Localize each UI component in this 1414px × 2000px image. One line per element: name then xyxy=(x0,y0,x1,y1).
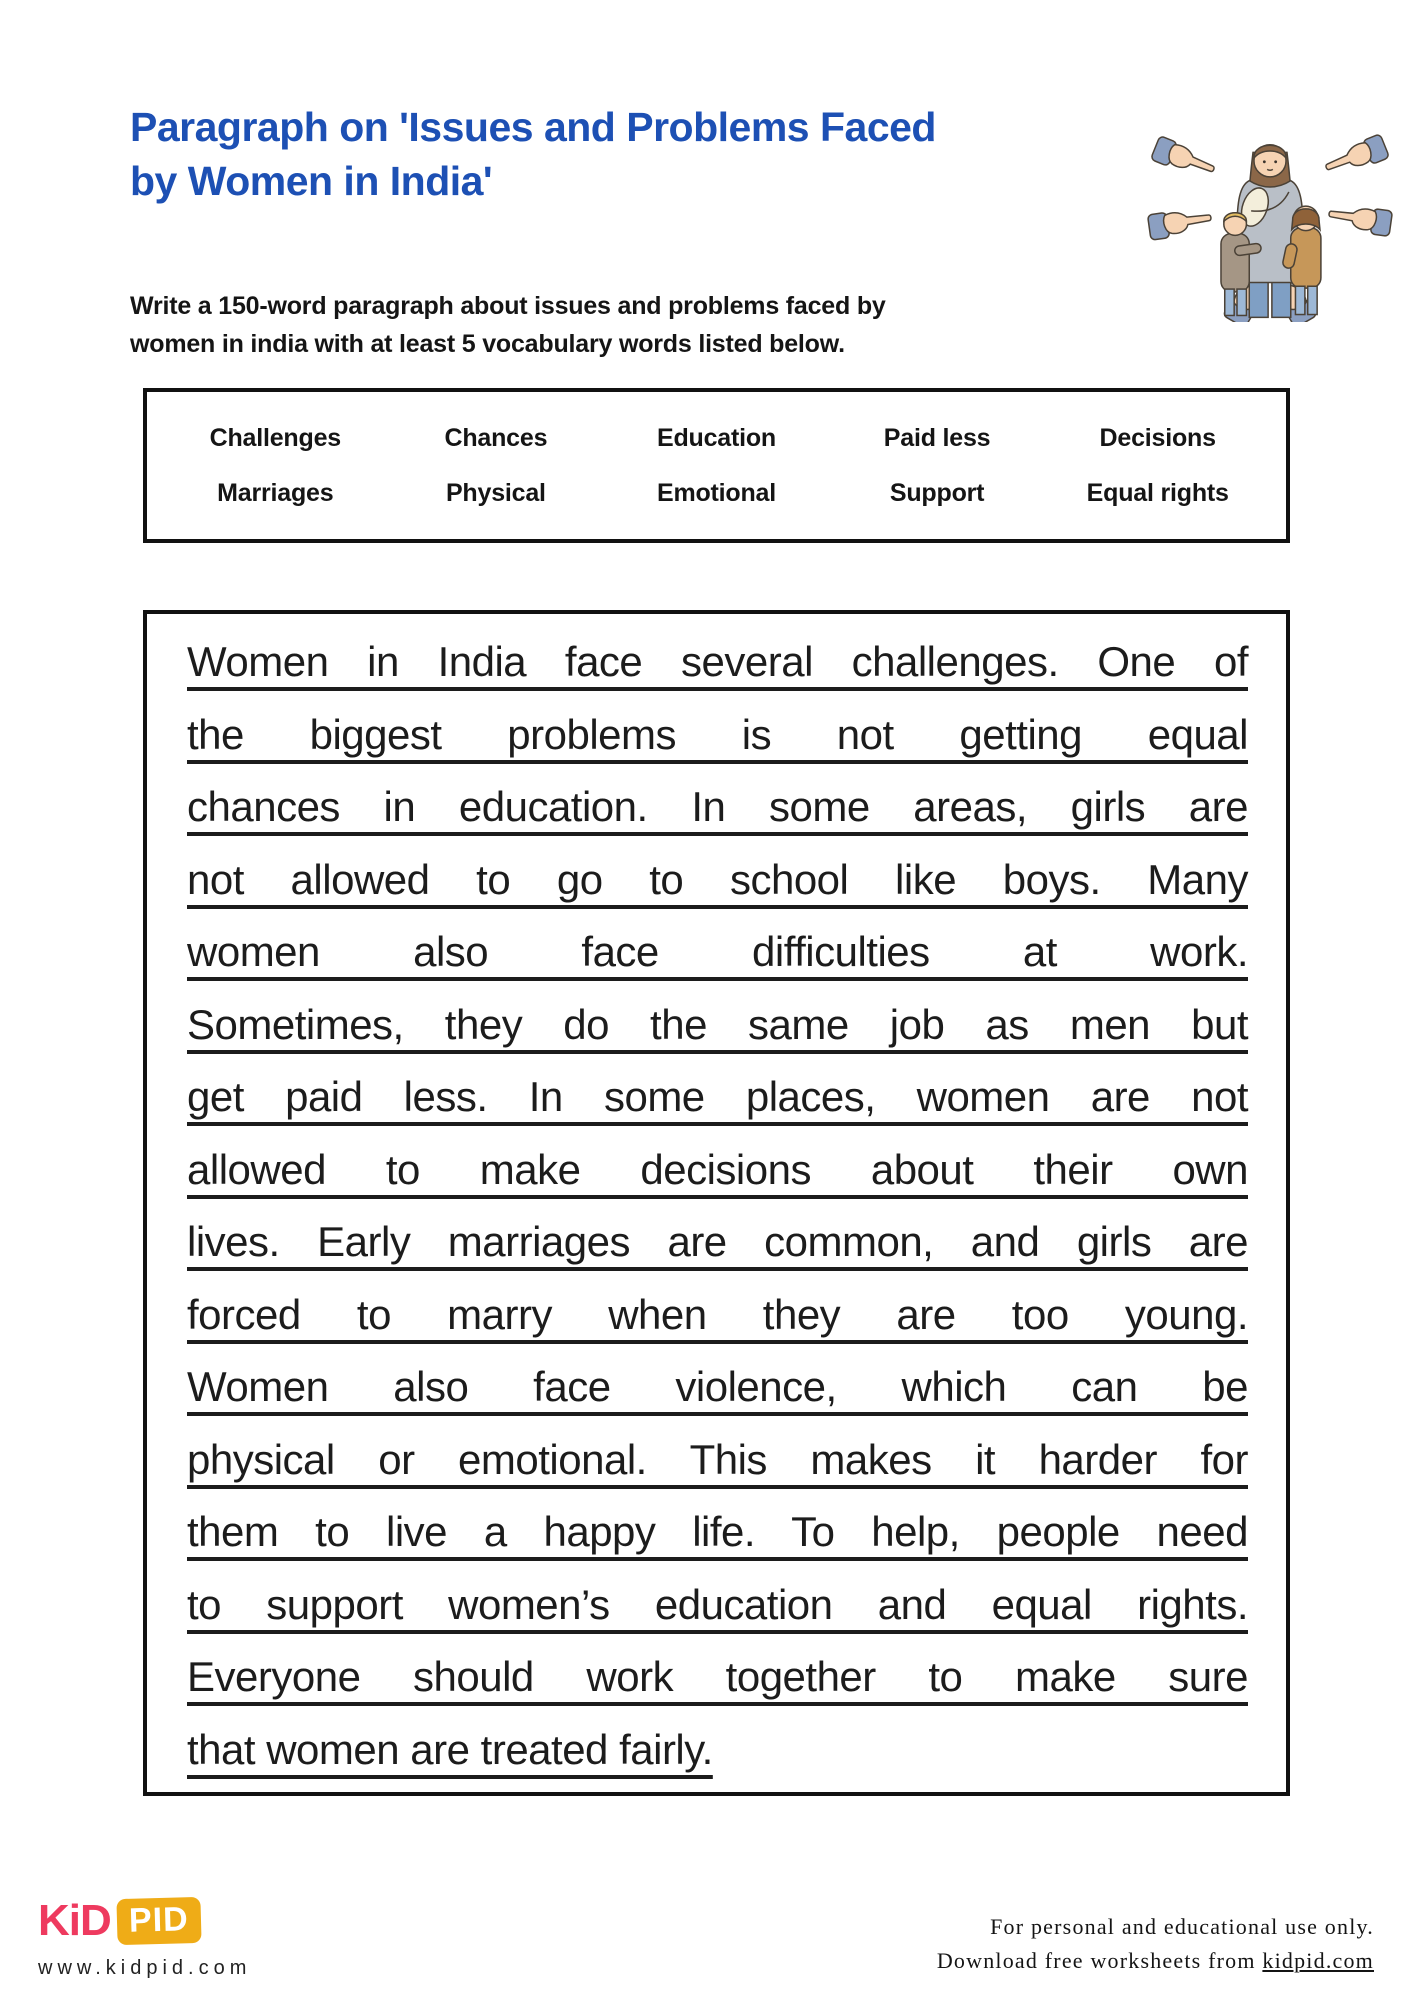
pointing-hands-illustration xyxy=(1138,110,1402,322)
vocab-word: Physical xyxy=(445,478,546,507)
vocab-word: Support xyxy=(889,478,985,507)
vocab-word: Marriages xyxy=(217,478,334,507)
pointing-hand-icon xyxy=(1327,203,1392,237)
usage-note-line2-prefix: Download free worksheets from xyxy=(936,1947,1263,1973)
paragraph-line: Everyone should work together to make sure xyxy=(187,1653,1248,1700)
footer xyxy=(38,1898,1374,1978)
kidpid-logo xyxy=(38,1898,251,1978)
paragraph-line: that women are treated fairly. xyxy=(187,1725,713,1773)
vocabulary-row xyxy=(165,479,1268,508)
paragraph-line: allowed to make decisions about their own xyxy=(187,1145,1248,1193)
logo-kid-text: KiD xyxy=(38,1896,111,1945)
vocab-word: Paid less xyxy=(883,423,991,452)
instructions-line2: women in india with at least 5 vocabulary words listed below. xyxy=(130,329,845,358)
instructions-line1: Write a 150-word paragraph about issues and problems faced by xyxy=(130,292,886,320)
usage-note xyxy=(937,1910,1374,1978)
answer-paragraph-box xyxy=(143,610,1290,1796)
kidpid-link[interactable]: kidpid.com xyxy=(1262,1947,1374,1973)
vocabulary-box xyxy=(143,388,1290,543)
logo-website-text: www.kidpid.com xyxy=(38,1957,252,1979)
paragraph-line: to support women’s education and equal rights. xyxy=(187,1580,1248,1628)
page-title-line2: by Women in India' xyxy=(130,158,493,205)
page-title xyxy=(130,100,1130,208)
usage-note-line1: For personal and educational use only. xyxy=(990,1913,1374,1939)
paragraph-line: get paid less. In some places, women are not xyxy=(187,1073,1248,1120)
instructions-text xyxy=(130,288,1030,363)
paragraph-line: women also face difficulties at work. xyxy=(187,928,1248,975)
woman-blamed-illustration-svg xyxy=(1138,110,1402,322)
paragraph-line: physical or emotional. This makes it harder for xyxy=(187,1435,1248,1483)
pointing-hand-icon xyxy=(1322,134,1389,181)
usage-note-line2 xyxy=(937,1944,1374,1978)
vocab-word: Emotional xyxy=(656,478,777,507)
paragraph-line: not allowed to go to school like boys. Many xyxy=(187,855,1248,903)
paragraph-line: lives. Early marriages are common, and girls are xyxy=(187,1218,1248,1265)
paragraph-line: forced to marry when they are too young. xyxy=(187,1290,1248,1338)
paragraph-line: them to live a happy life. To help, people need xyxy=(187,1508,1248,1555)
vocab-word: Education xyxy=(656,423,777,452)
vocab-word: Equal rights xyxy=(1086,478,1229,507)
pointing-hand-icon xyxy=(1147,206,1212,240)
vocab-word: Decisions xyxy=(1099,423,1216,452)
paragraph-line: the biggest problems is not getting equal xyxy=(187,710,1248,758)
vocabulary-row xyxy=(165,424,1268,453)
logo-pid-badge: PID xyxy=(116,1897,201,1945)
vocab-word: Chances xyxy=(444,423,548,452)
paragraph-line: Women also face violence, which can be xyxy=(187,1363,1248,1410)
pointing-hand-icon xyxy=(1151,136,1218,183)
vocab-word: Challenges xyxy=(209,423,341,452)
boy-sweater xyxy=(1221,233,1249,291)
paragraph-line: Women in India face several challenges. One of xyxy=(187,638,1248,685)
paragraph-line: Sometimes, they do the same job as men but xyxy=(187,1000,1248,1048)
paragraph-line: chances in education. In some areas, girls are xyxy=(187,783,1248,830)
page-title-line1: Paragraph on 'Issues and Problems Faced xyxy=(130,104,936,150)
